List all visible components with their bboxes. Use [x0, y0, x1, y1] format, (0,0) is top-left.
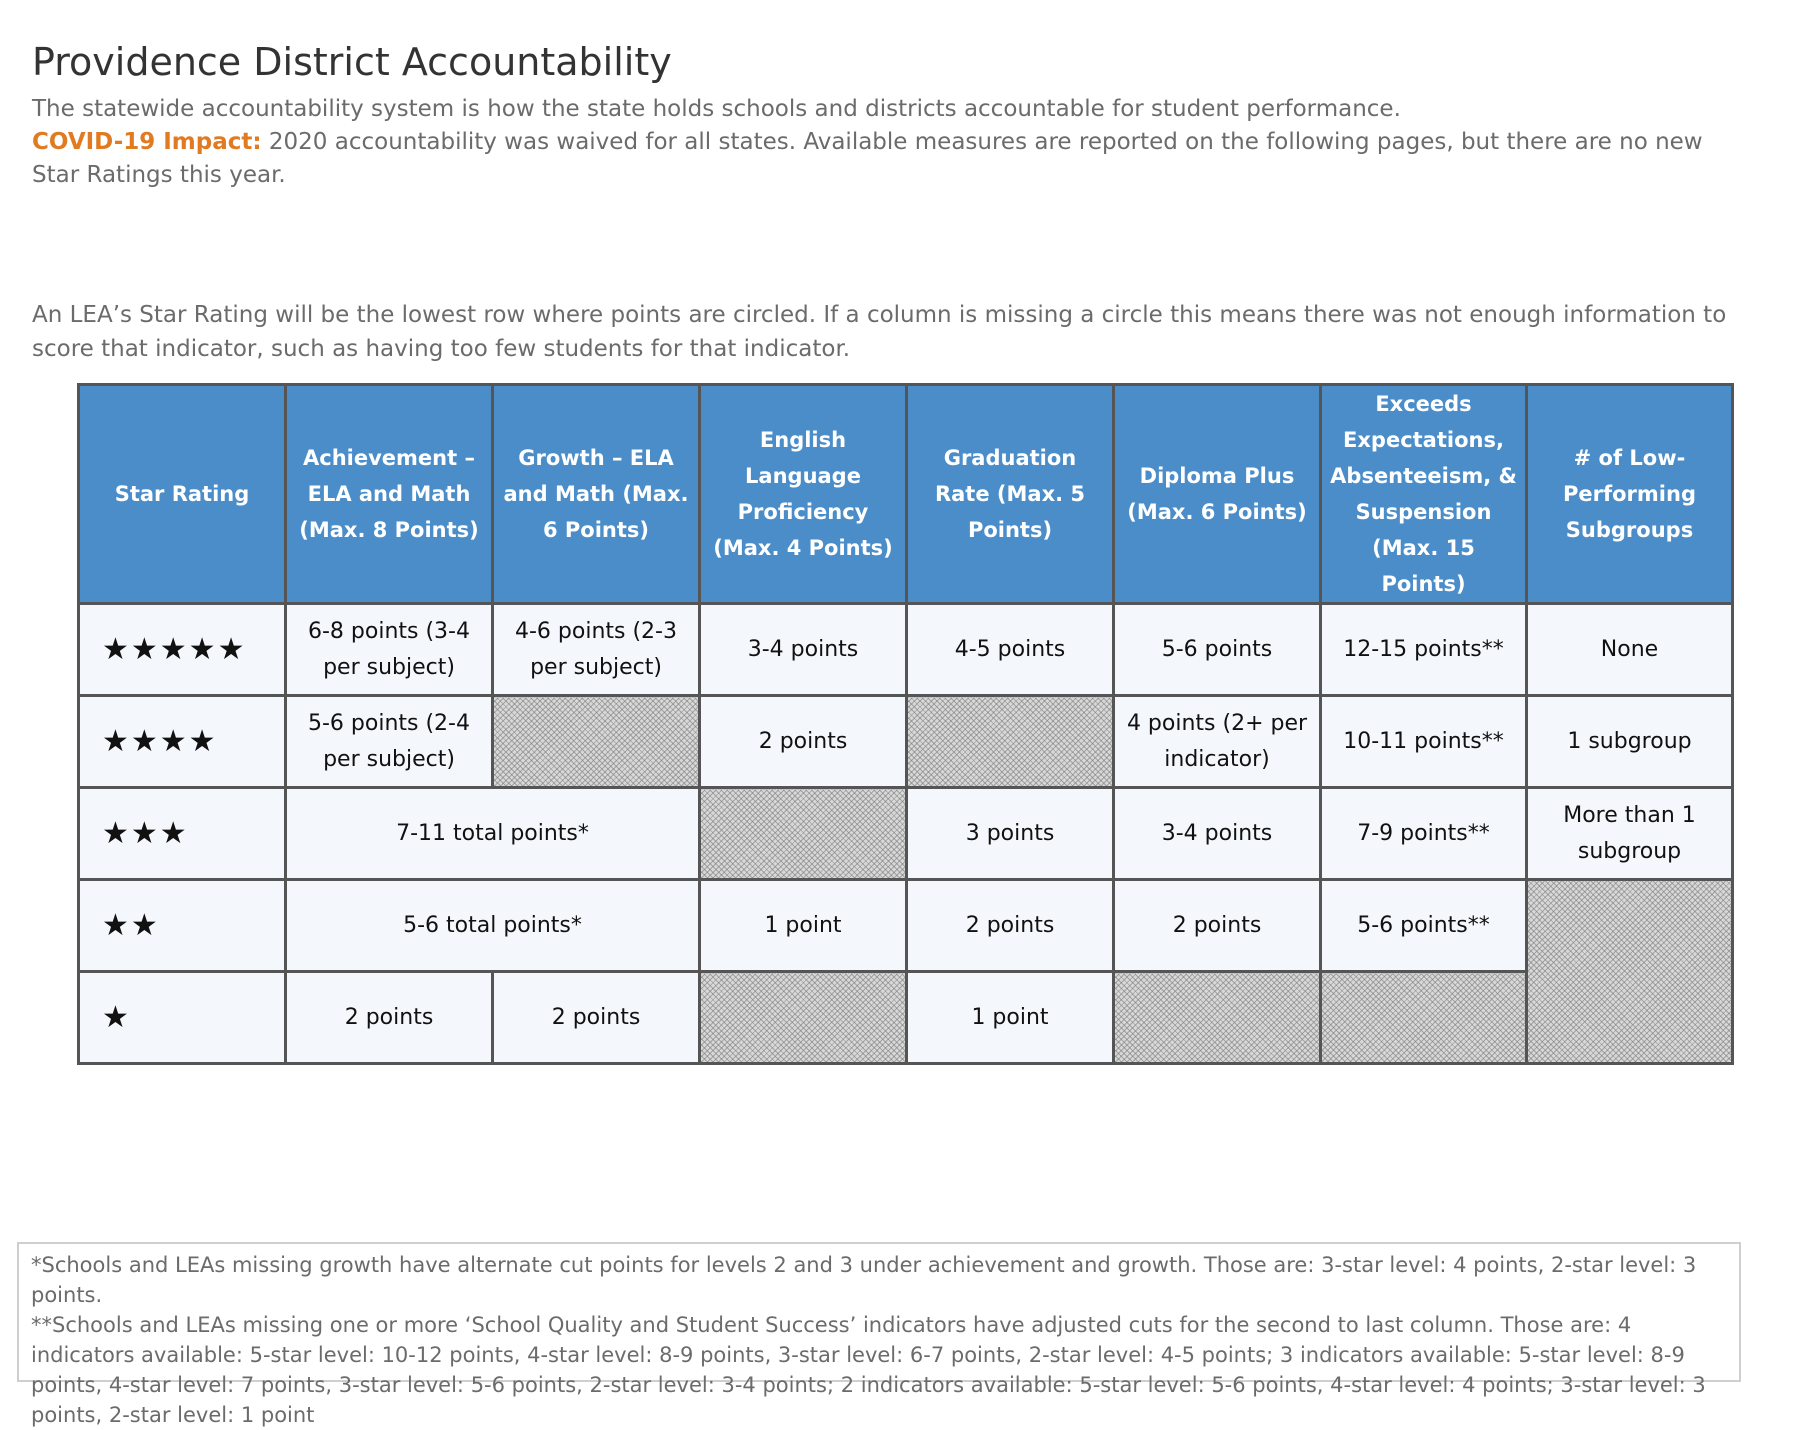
three-star-icon: ★★★ [79, 788, 286, 880]
table-row-2-star [79, 880, 1733, 972]
table-row-5-star [79, 604, 1733, 696]
five-star-icon: ★★★★★ [79, 604, 286, 696]
cell-5-elp: 3-4 points [700, 604, 907, 696]
header-growth: Growth – ELA and Math (Max. 6 Points) [493, 385, 700, 604]
cell-3-exceeds: 7-9 points** [1321, 788, 1527, 880]
footnotes-box [17, 1242, 1741, 1427]
cell-3-achievement-growth: 7-11 total points* [286, 788, 700, 880]
cell-2-1-subgroups-na [1527, 880, 1733, 1064]
table-row-3-star [79, 788, 1733, 880]
cell-4-graduation-na [907, 696, 1114, 788]
table-header-row [79, 385, 1733, 604]
cell-3-graduation: 3 points [907, 788, 1114, 880]
cell-4-achievement: 5-6 points (2-4 per subject) [286, 696, 493, 788]
cell-1-achievement: 2 points [286, 972, 493, 1064]
header-diploma-plus: Diploma Plus (Max. 6 Points) [1114, 385, 1321, 604]
header-english-language-proficiency: English Language Proficiency (Max. 4 Points) [700, 385, 907, 604]
covid-impact-text: 2020 accountability was waived for all states. Available measures are reported on the following pages, but there are no new Star Ratings this year. [32, 129, 1703, 188]
cell-4-elp: 2 points [700, 696, 907, 788]
four-star-icon: ★★★★ [79, 696, 286, 788]
cell-2-graduation: 2 points [907, 880, 1114, 972]
table-row-1-star [79, 972, 1733, 1064]
covid-impact-note [32, 126, 1732, 192]
header-low-performing-subgroups: # of Low-Performing Subgroups [1527, 385, 1733, 604]
cell-4-subgroups: 1 subgroup [1527, 696, 1733, 788]
footnote-single-asterisk: *Schools and LEAs missing growth have alternate cut points for levels 2 and 3 under achievement and growth. Those are: 3-star level: 4 points, 2-star level: 3 points. [31, 1253, 1697, 1307]
lea-star-rating-note: An LEA’s Star Rating will be the lowest row where points are circled. If a column is missing a circle this means there was not enough information to score that indicator, such as having too few students for that indicator. [32, 302, 1727, 362]
cell-1-growth: 2 points [493, 972, 700, 1064]
cell-1-exceeds-na [1321, 972, 1527, 1064]
cell-5-graduation: 4-5 points [907, 604, 1114, 696]
cell-5-exceeds: 12-15 points** [1321, 604, 1527, 696]
cell-3-subgroups: More than 1 subgroup [1527, 788, 1733, 880]
cell-5-growth: 4-6 points (2-3 per subject) [493, 604, 700, 696]
header-achievement: Achievement – ELA and Math (Max. 8 Points) [286, 385, 493, 604]
cell-2-exceeds: 5-6 points** [1321, 880, 1527, 972]
cell-5-diploma: 5-6 points [1114, 604, 1321, 696]
two-star-icon: ★★ [79, 880, 286, 972]
star-rating-table [77, 383, 1734, 1065]
cell-4-growth-na [493, 696, 700, 788]
header-exceeds-expectations: Exceeds Expectations, Absenteeism, & Suspension (Max. 15 Points) [1321, 385, 1527, 604]
cell-1-elp-na [700, 972, 907, 1064]
cell-4-exceeds: 10-11 points** [1321, 696, 1527, 788]
header-star-rating: Star Rating [79, 385, 286, 604]
cell-5-achievement: 6-8 points (3-4 per subject) [286, 604, 493, 696]
cell-2-achievement-growth: 5-6 total points* [286, 880, 700, 972]
header-graduation-rate: Graduation Rate (Max. 5 Points) [907, 385, 1114, 604]
cell-4-diploma: 4 points (2+ per indicator) [1114, 696, 1321, 788]
cell-3-elp-na [700, 788, 907, 880]
page-title: Providence District Accountability [32, 40, 672, 84]
table-row-4-star [79, 696, 1733, 788]
cell-1-diploma-na [1114, 972, 1321, 1064]
covid-impact-label: COVID-19 Impact: [32, 129, 262, 155]
cell-3-diploma: 3-4 points [1114, 788, 1321, 880]
cell-1-graduation: 1 point [907, 972, 1114, 1064]
footnote-double-asterisk: **Schools and LEAs missing one or more ‘School Quality and Student Success’ indicators have adjusted cuts for the second to last column. Those are: 4 indicators available: 5-star level: 10-12 points, 4-star level: 8-9 points, 3-star level: 6-7 points, 2-star level: 4-5 points; 3 indicators available: 5-star level: 8-9 points, 4-star level: 7 points, 3-star level: 5-6 points, 2-star level: 3-4 points; 2 indicators available: 5-star level: 5-6 points, 4-star level: 4 points; 3-star level: 3 points, 2-star level: 1 point [31, 1313, 1706, 1427]
cell-2-elp: 1 point [700, 880, 907, 972]
cell-2-diploma: 2 points [1114, 880, 1321, 972]
page-subtitle: The statewide accountability system is how the state holds schools and districts accountable for student performance. [32, 96, 1401, 122]
cell-5-subgroups: None [1527, 604, 1733, 696]
one-star-icon: ★ [79, 972, 286, 1064]
